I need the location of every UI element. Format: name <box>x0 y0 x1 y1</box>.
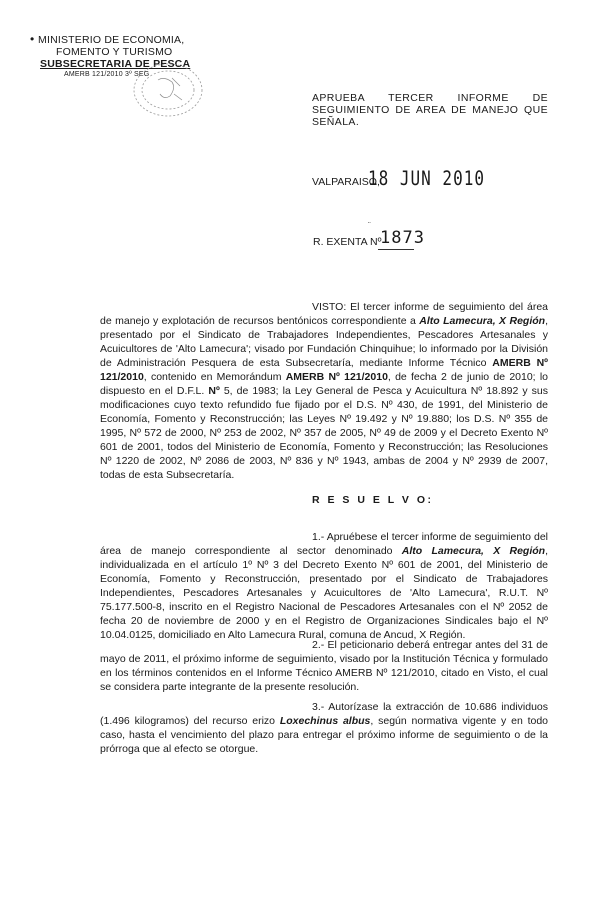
place-label: VALPARAISO, <box>312 176 380 188</box>
species-name: Loxechinus albus <box>279 715 371 727</box>
reference-code: AMERB 121/2010 3º SEG <box>64 71 150 78</box>
resolution-label: R. EXENTA Nº <box>313 236 382 248</box>
visto-area-name: Alto Lamecura, X Región <box>419 315 546 327</box>
resolution-tick-mark: ¨ <box>368 221 371 230</box>
ministry-line-3: SUBSECRETARIA DE PESCA <box>40 58 191 70</box>
ministry-line-2: FOMENTO Y TURISMO <box>56 46 173 58</box>
resolution-item-3: 3.- Autorízase la extracción de 10.686 individuos (1.496 kilogramos) del recurso erizo Loxechinus albus, según normativa vigente y en todo caso, hasta el vencimiento del plazo para entregar el próximo informe de seguimiento o de la prórroga que al efecto se otorgue. <box>100 701 549 755</box>
resolution-subject: APRUEBA TERCER INFORME DE SEGUIMIENTO DE AREA DE MANEJO QUE SEÑALA. <box>312 92 548 128</box>
stamped-date: 18 JUN 2010 <box>368 167 485 190</box>
ministry-line-1: MINISTERIO DE ECONOMIA, <box>38 34 185 46</box>
visto-paragraph: VISTO: El tercer informe de seguimiento del área de manejo y explotación de recursos bentónicos correspondiente a Alto Lamecura, X Región, presentado por el Sindicato de Trabajadores Independientes, Pescadores Artesanales y Acuicultores de 'Alto Lamecura'; visado por Fundación Chinquihue; lo informado por la División de Administración Pesquera de esta Subsecretaría, mediante Informe Técnico AMERB Nº 121/2010, contenido en Memorándum AMERB Nº 121/2010, de fecha 2 de junio de 2010; lo dispuesto en el D.F.L. Nº 5, de 1983; la Ley General de Pesca y Acuicultura Nº 18.892 y sus modificaciones cuyo texto refundido fue fijado por el D.S. Nº 430, de 1991, del Ministerio de Economía, Fomento y Reconstrucción; las Leyes Nº 19.492 y Nº 19.880; los D.S. Nº 355 de 1995, Nº 572 de 2000, Nº 253 de 2002, Nº 357 de 2005, Nº 49 de 2009 y el Decreto Exento Nº 601 de 2001, todos del Ministerio de Economía, Fomento y Reconstrucción; las Resoluciones Nº 1220 de 2002, Nº 2086 de 2003, Nº 836 y Nº 1943, ambas de 2004 y Nº 2939 de 2007, todas de esta Subsecretaría. <box>100 301 549 481</box>
header-bullet: • <box>30 32 35 46</box>
official-seal-icon <box>128 58 208 118</box>
item1-area-name: Alto Lamecura, X Región <box>401 545 546 557</box>
resolution-number: 1873 <box>380 228 425 248</box>
resolution-item-1: 1.- Apruébese el tercer informe de seguimiento del área de manejo correspondiente al sector denominado Alto Lamecura, X Región, individualizada en el artículo 1º Nº 3 del Decreto Exento Nº 601 de 2001, del Ministerio de Economía, Fomento y Reconstrucción, presentado por el Sindicato de Trabajadores Independientes, Pescadores Artesanales y Acuicultores de 'Alto Lamecura', R.U.T. Nº 75.177.500-8, inscrito en el Registro Nacional de Pescadores Artesanales con el Nº 2052 de fecha 20 de noviembre de 2000 y en el Registro de Organizaciones Sindicales bajo el Nº 10.04.0125, domiciliado en Alto Lamecura Rural, comuna de Ancud, X Región. <box>100 531 548 641</box>
resuelvo-heading: R E S U E L V O: <box>312 494 434 506</box>
resolution-item-2: 2.- El peticionario deberá entregar antes del 31 de mayo de 2011, el próximo informe de seguimiento, visado por la Institución Técnica y formulado en los términos contenidos en el Informe Técnico AMERB Nº 121/2010, citado en Visto, el cual se considera parte integrante de la presente resolución. <box>100 639 548 693</box>
resolution-underline <box>378 249 414 250</box>
